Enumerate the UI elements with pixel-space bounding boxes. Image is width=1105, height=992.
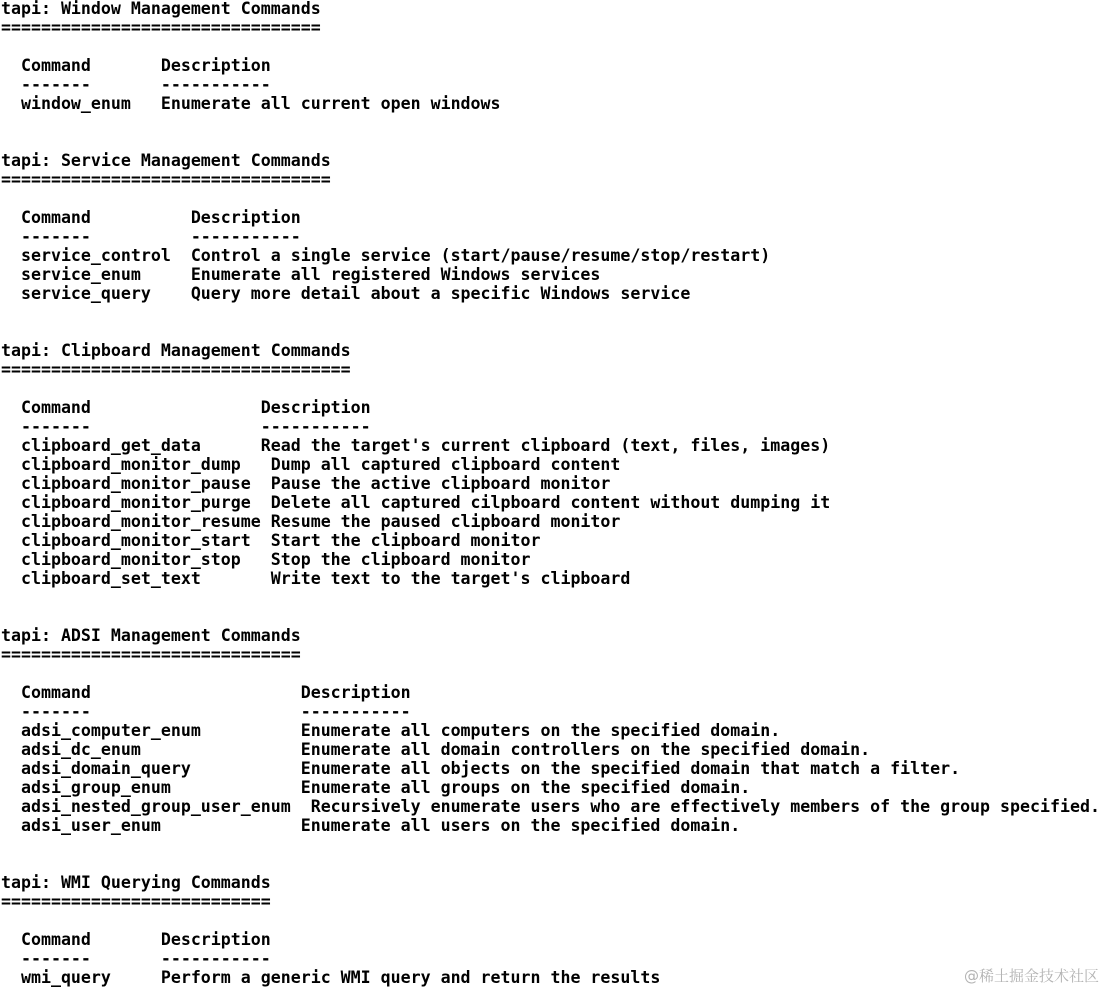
terminal-line [1,911,1100,930]
terminal-line: ================================ [1,18,321,37]
terminal-line [1,113,1100,132]
terminal-line: Command Description [1,930,271,949]
terminal-line [1,854,1100,873]
terminal-line: clipboard_monitor_stop Stop the clipboard monitor [1,550,531,569]
terminal-line: Command Description [1,683,411,702]
terminal-line [1,588,1100,607]
terminal-line: clipboard_monitor_resume Resume the paused clipboard monitor [1,512,621,531]
terminal-line: adsi_group_enum Enumerate all groups on the specified domain. [1,778,751,797]
terminal-line: adsi_nested_group_user_enum Recursively enumerate users who are effectively members of the group specified. [1,797,1100,816]
terminal-line: tapi: WMI Querying Commands [1,873,271,892]
terminal-line [1,835,1100,854]
terminal-line: ------- ----------- [1,417,371,436]
terminal-line [1,322,1100,341]
terminal-line [1,379,1100,398]
terminal-line: service_query Query more detail about a specific Windows service [1,284,691,303]
terminal-line: adsi_computer_enum Enumerate all computers on the specified domain. [1,721,781,740]
watermark: @稀土掘金技术社区 [963,967,1099,985]
terminal-line: service_enum Enumerate all registered Windows services [1,265,601,284]
terminal-line: tapi: Clipboard Management Commands [1,341,351,360]
terminal-line: ------- ----------- [1,702,411,721]
terminal-line: clipboard_monitor_start Start the clipboard monitor [1,531,541,550]
terminal-line: Command Description [1,208,301,227]
terminal-line [1,189,1100,208]
terminal-line: clipboard_get_data Read the target's current clipboard (text, files, images) [1,436,831,455]
terminal-line: =================================== [1,360,351,379]
terminal-line [1,303,1100,322]
terminal-line: tapi: Service Management Commands [1,151,331,170]
terminal-line: clipboard_monitor_pause Pause the active clipboard monitor [1,474,611,493]
terminal-line: ============================== [1,645,301,664]
terminal-line [1,132,1100,151]
terminal-line: ------- ----------- [1,227,301,246]
terminal-line: clipboard_monitor_dump Dump all captured clipboard content [1,455,621,474]
terminal-line [1,37,1100,56]
terminal-line: ------- ----------- [1,75,271,94]
terminal-line: service_control Control a single service (start/pause/resume/stop/restart) [1,246,771,265]
terminal-line: ================================= [1,170,331,189]
terminal-line: Command Description [1,398,371,417]
terminal-line: adsi_user_enum Enumerate all users on the specified domain. [1,816,741,835]
terminal-line: adsi_dc_enum Enumerate all domain controllers on the specified domain. [1,740,871,759]
terminal-line: clipboard_monitor_purge Delete all captured cilpboard content without dumping it [1,493,831,512]
terminal-line: ------- ----------- [1,949,271,968]
terminal-line: =========================== [1,892,271,911]
terminal-line: window_enum Enumerate all current open windows [1,94,501,113]
terminal-line: tapi: ADSI Management Commands [1,626,301,645]
terminal-line [1,607,1100,626]
terminal-line: tapi: Window Management Commands [1,0,321,18]
terminal-line: Command Description [1,56,271,75]
terminal-line [1,664,1100,683]
terminal-line: adsi_domain_query Enumerate all objects on the specified domain that match a filter. [1,759,961,778]
terminal-line: clipboard_set_text Write text to the target's clipboard [1,569,631,588]
terminal-line: wmi_query Perform a generic WMI query and return the results [1,968,661,987]
